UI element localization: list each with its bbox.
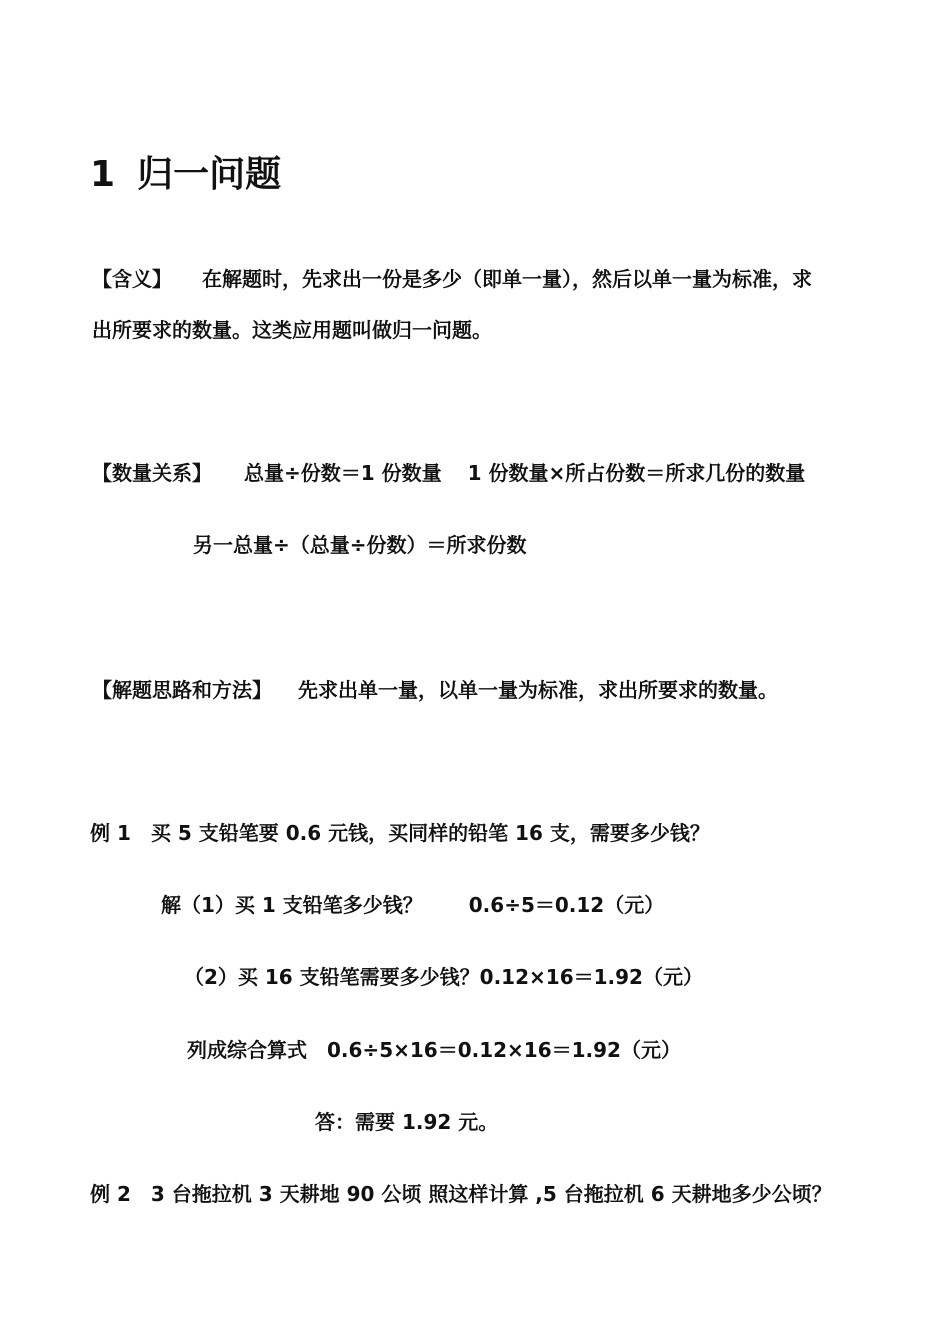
example-1-step-1 xyxy=(161,892,664,918)
example-1-step-2 xyxy=(184,964,703,990)
meaning-text-2: 出所要求的数量。这类应用题叫做归一问题。 xyxy=(92,318,492,342)
relation-line-2 xyxy=(193,532,527,558)
example-2-label: 例 2 xyxy=(90,1182,131,1206)
relation-line-1 xyxy=(92,460,805,486)
relation-formula-3: 另一总量÷（总量÷份数）＝所求份数 xyxy=(193,533,527,557)
example-1-answer xyxy=(315,1109,498,1135)
relation-formula-2: 1 份数量×所占份数＝所求几份的数量 xyxy=(467,461,806,485)
example-1-label: 例 1 xyxy=(90,821,131,845)
meaning-text-1: 在解题时，先求出一份是多少（即单一量），然后以单一量为标准，求 xyxy=(202,267,812,291)
method-label: 【解题思路和方法】 xyxy=(92,678,272,702)
meaning-line-2 xyxy=(92,317,492,343)
section-title xyxy=(90,152,281,198)
example-1-combined-label: 列成综合算式 xyxy=(187,1038,307,1062)
example-1-question: 买 5 支铅笔要 0.6 元钱，买同样的铅笔 16 支，需要多少钱？ xyxy=(150,821,710,845)
section-title-text: 归一问题 xyxy=(137,154,282,195)
meaning-line-1 xyxy=(92,266,812,292)
example-1-question-line xyxy=(90,820,710,846)
example-1-combined-calc: 0.6÷5×16＝0.12×16＝1.92（元） xyxy=(327,1038,681,1062)
method-text: 先求出单一量，以单一量为标准，求出所要求的数量。 xyxy=(298,678,778,702)
example-1-step-2-text: （2）买 16 支铅笔需要多少钱？0.12×16＝1.92（元） xyxy=(184,965,703,989)
section-number: 1 xyxy=(90,154,116,195)
method-line xyxy=(92,677,778,703)
example-1-step-1-question: 解（1）买 1 支铅笔多少钱？ xyxy=(161,893,423,917)
example-1-step-1-calc: 0.6÷5＝0.12（元） xyxy=(468,893,665,917)
meaning-label: 【含义】 xyxy=(92,267,172,291)
relation-formula-1: 总量÷份数＝1 份数量 xyxy=(244,461,442,485)
example-1-combined xyxy=(187,1037,681,1063)
example-2-question: 3 台拖拉机 3 天耕地 90 公顷 照这样计算 ,5 台拖拉机 6 天耕地多少公顷？ xyxy=(150,1182,832,1206)
example-1-answer-text: 答：需要 1.92 元。 xyxy=(315,1110,499,1134)
relation-label: 【数量关系】 xyxy=(92,461,212,485)
example-2-question-line xyxy=(90,1181,832,1207)
